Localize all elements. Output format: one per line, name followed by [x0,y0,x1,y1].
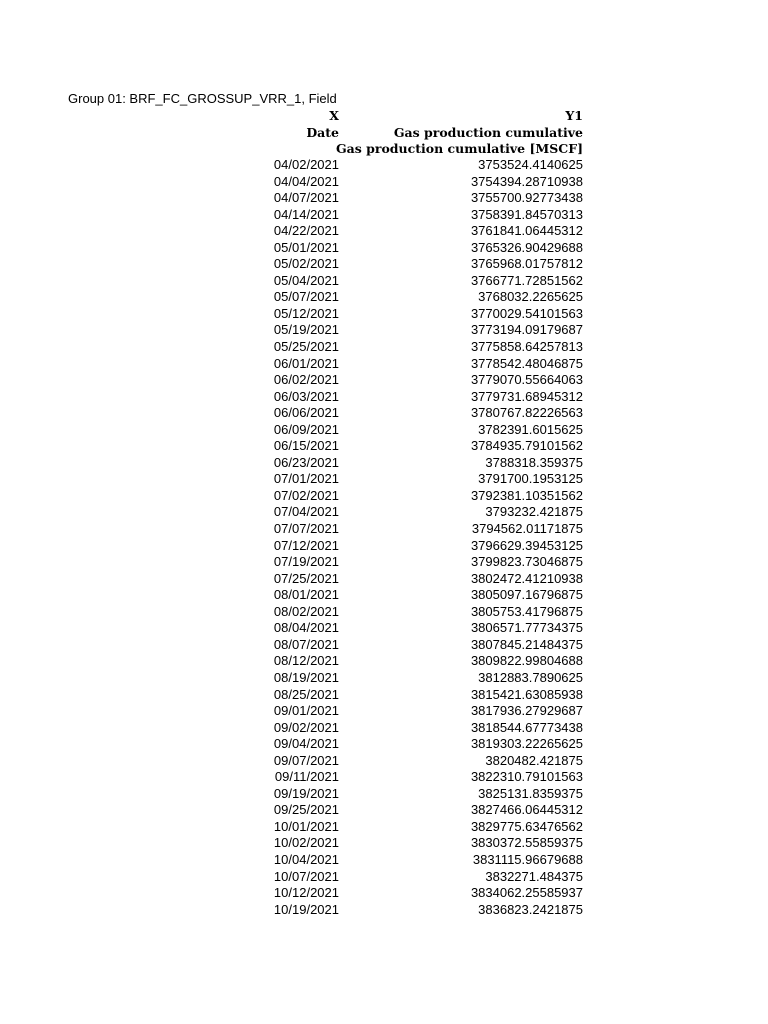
date-cell: 10/01/2021 [273,818,339,834]
gas-cumulative-cell: 3820482.421875 [485,752,583,768]
table-row [0,670,768,687]
date-cell: 10/04/2021 [273,851,339,867]
date-cell: 09/25/2021 [273,802,339,818]
table-row [0,687,768,704]
date-cell: 05/12/2021 [273,305,339,321]
table-row [0,835,768,852]
gas-cumulative-cell: 3832271.484375 [485,868,583,884]
date-cell: 08/04/2021 [273,620,339,636]
gas-cumulative-cell: 3766771.72851562 [470,272,583,288]
table-row [0,339,768,356]
gas-cumulative-cell: 3802472.41210938 [470,570,583,586]
table-row [0,306,768,323]
table-row [0,885,768,902]
date-cell: 07/25/2021 [273,570,339,586]
gas-cumulative-cell: 3784935.79101562 [470,438,583,454]
gas-cumulative-cell: 3809822.99804688 [470,653,583,669]
date-cell: 06/09/2021 [273,421,339,437]
gas-cumulative-cell: 3761841.06445312 [470,223,583,239]
table-row [0,620,768,637]
gas-cumulative-cell: 3754394.28710938 [470,173,583,189]
column-header-y1: Y1 [565,108,583,123]
date-cell: 06/02/2021 [273,372,339,388]
gas-cumulative-cell: 3827466.06445312 [470,802,583,818]
date-cell: 06/01/2021 [273,355,339,371]
table-row [0,571,768,588]
column-header-gas: Gas production cumulative [393,125,583,140]
date-cell: 06/06/2021 [273,405,339,421]
table-row [0,637,768,654]
table-row [0,207,768,224]
date-cell: 04/14/2021 [273,206,339,222]
data-table [0,157,768,918]
date-cell: 08/25/2021 [273,686,339,702]
date-cell: 09/01/2021 [273,703,339,719]
date-cell: 09/11/2021 [274,769,339,785]
date-cell: 07/19/2021 [273,554,339,570]
table-row [0,405,768,422]
table-row [0,819,768,836]
date-cell: 07/02/2021 [273,487,339,503]
gas-cumulative-cell: 3770029.54101563 [470,305,583,321]
date-cell: 04/22/2021 [273,223,339,239]
table-row [0,653,768,670]
gas-cumulative-cell: 3793232.421875 [485,504,583,520]
table-row [0,488,768,505]
gas-cumulative-cell: 3788318.359375 [485,454,583,470]
table-row [0,372,768,389]
table-row [0,802,768,819]
date-cell: 05/04/2021 [273,272,339,288]
gas-cumulative-cell: 3825131.8359375 [478,785,583,801]
date-cell: 09/04/2021 [273,736,339,752]
table-row [0,422,768,439]
date-cell: 08/02/2021 [273,603,339,619]
gas-cumulative-cell: 3799823.73046875 [470,554,583,570]
gas-cumulative-cell: 3829775.63476562 [470,818,583,834]
table-row [0,769,768,786]
gas-cumulative-cell: 3819303.22265625 [470,736,583,752]
date-cell: 05/25/2021 [273,339,339,355]
date-cell: 10/02/2021 [273,835,339,851]
gas-cumulative-cell: 3834062.25585937 [470,885,583,901]
gas-cumulative-cell: 3780767.82226563 [470,405,583,421]
gas-cumulative-cell: 3779731.68945312 [470,388,583,404]
date-cell: 04/04/2021 [273,173,339,189]
table-row [0,256,768,273]
date-cell: 08/12/2021 [273,653,339,669]
table-row [0,223,768,240]
date-cell: 09/07/2021 [273,752,339,768]
gas-cumulative-cell: 3806571.77734375 [470,620,583,636]
gas-cumulative-cell: 3791700.1953125 [478,471,583,487]
gas-cumulative-cell: 3779070.55664063 [470,372,583,388]
date-cell: 06/15/2021 [273,438,339,454]
table-row [0,289,768,306]
gas-cumulative-cell: 3768032.2265625 [478,289,583,305]
gas-cumulative-cell: 3794562.01171875 [471,521,583,537]
gas-cumulative-cell: 3758391.84570313 [470,206,583,222]
gas-cumulative-cell: 3782391.6015625 [478,421,583,437]
gas-cumulative-cell: 3773194.09179687 [470,322,583,338]
table-row [0,273,768,290]
table-row [0,902,768,919]
gas-cumulative-cell: 3836823.2421875 [478,901,583,917]
date-cell: 04/07/2021 [273,190,339,206]
date-cell: 05/07/2021 [273,289,339,305]
table-row [0,356,768,373]
gas-cumulative-cell: 3818544.67773438 [470,719,583,735]
table-row [0,240,768,257]
date-cell: 09/19/2021 [273,785,339,801]
table-row [0,554,768,571]
gas-cumulative-cell: 3796629.39453125 [470,537,583,553]
date-cell: 07/12/2021 [273,537,339,553]
date-cell: 06/03/2021 [273,388,339,404]
gas-cumulative-cell: 3753524.4140625 [478,157,583,172]
table-row [0,438,768,455]
table-row [0,521,768,538]
table-row [0,455,768,472]
date-cell: 07/04/2021 [273,504,339,520]
gas-cumulative-cell: 3792381.10351562 [470,487,583,503]
date-cell: 05/01/2021 [273,239,339,255]
date-cell: 07/01/2021 [273,471,339,487]
gas-cumulative-cell: 3822310.79101563 [470,769,583,785]
gas-cumulative-cell: 3812883.7890625 [478,669,583,685]
gas-cumulative-cell: 3830372.55859375 [470,835,583,851]
table-row [0,157,768,174]
column-header-gas-unit: Gas production cumulative [MSCF] [335,141,583,156]
date-cell: 05/02/2021 [273,256,339,272]
table-row [0,720,768,737]
date-cell: 10/19/2021 [273,901,339,917]
gas-cumulative-cell: 3805097.16796875 [470,587,583,603]
gas-cumulative-cell: 3778542.48046875 [470,355,583,371]
column-header-x: X [329,108,339,123]
date-cell: 08/19/2021 [273,669,339,685]
gas-cumulative-cell: 3831115.96679688 [472,851,583,867]
table-row [0,703,768,720]
date-cell: 10/12/2021 [273,885,339,901]
date-cell: 05/19/2021 [273,322,339,338]
date-cell: 04/02/2021 [273,157,339,172]
date-cell: 10/07/2021 [273,868,339,884]
gas-cumulative-cell: 3755700.92773438 [470,190,583,206]
gas-cumulative-cell: 3805753.41796875 [470,603,583,619]
gas-cumulative-cell: 3815421.63085938 [470,686,583,702]
gas-cumulative-cell: 3765968.01757812 [470,256,583,272]
table-row [0,604,768,621]
table-row [0,322,768,339]
table-row [0,389,768,406]
table-row [0,174,768,191]
gas-cumulative-cell: 3765326.90429688 [470,239,583,255]
gas-cumulative-cell: 3807845.21484375 [470,636,583,652]
table-row [0,736,768,753]
table-row [0,538,768,555]
table-row [0,786,768,803]
date-cell: 08/01/2021 [273,587,339,603]
date-cell: 09/02/2021 [273,719,339,735]
table-row [0,587,768,604]
table-row [0,852,768,869]
table-row [0,190,768,207]
gas-cumulative-cell: 3775858.64257813 [470,339,583,355]
gas-cumulative-cell: 3817936.27929687 [470,703,583,719]
table-row [0,504,768,521]
date-cell: 08/07/2021 [273,636,339,652]
table-row [0,869,768,886]
table-row [0,471,768,488]
table-row [0,753,768,770]
group-title: Group 01: BRF_FC_GROSSUP_VRR_1, Field [68,91,337,106]
date-cell: 07/07/2021 [273,521,339,537]
date-cell: 06/23/2021 [273,454,339,470]
column-header-date: Date [306,125,339,140]
